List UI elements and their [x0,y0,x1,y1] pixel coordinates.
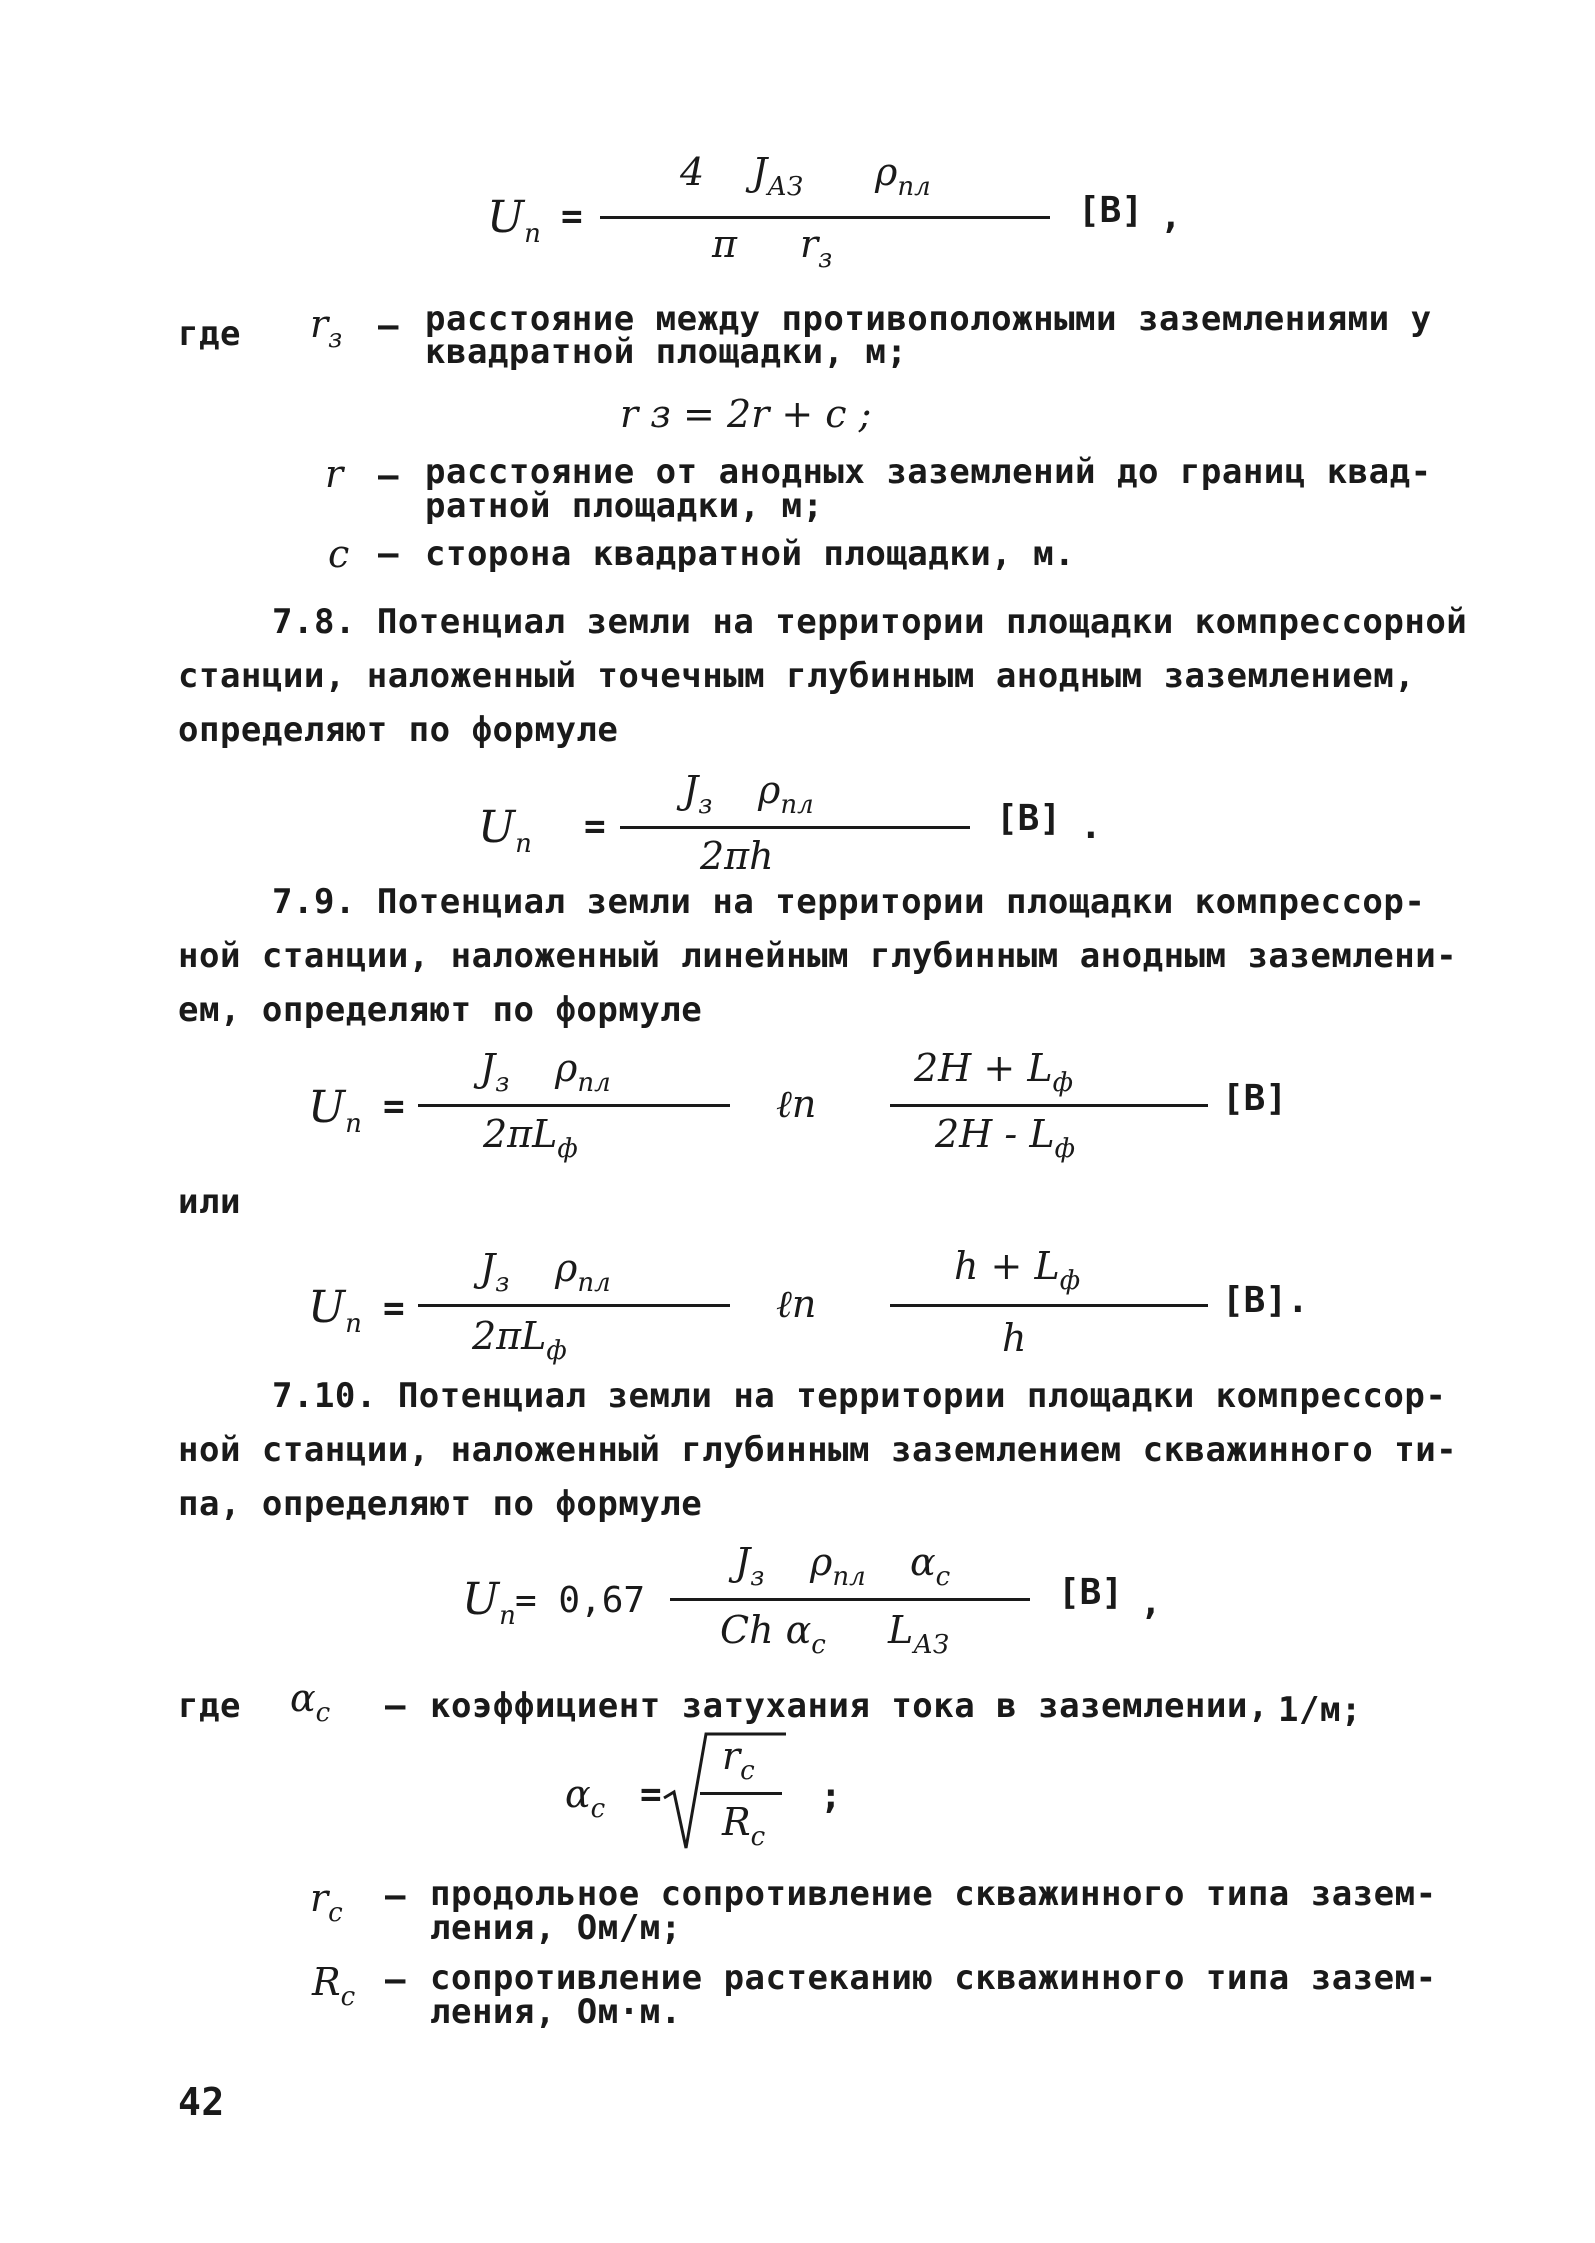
paragraph-7-8-line-1: 7.8. Потенциал земли на территории площадки компрессорной [272,602,1468,642]
definition-Rc-dash: – [385,1960,406,2000]
formula-5-num: $J_з$ [735,1540,765,1592]
formula-3-fraction-bar-right [890,1104,1208,1107]
paragraph-7-10-line-3: па, определяют по формуле [178,1484,703,1524]
formula-1-lhs: $U_п$ [487,192,541,249]
formula-2-fraction-bar [620,826,970,829]
formula-2-num: $J_з$ [683,768,713,820]
formula-5-num-2: $\rho_{пл}$ [810,1540,866,1592]
formula-2-num-2: $\rho_{пл}$ [758,768,814,820]
definition-rz-dash: – [378,306,399,346]
formula-alpha-tail: ; [820,1776,842,1817]
formula-4-unit: [В]. [1222,1280,1309,1321]
definition-alpha-text: коэффициент затухания тока в заземлении, [430,1686,1269,1726]
formula-4-den-right: h [1002,1316,1027,1360]
formula-2-den: 2πh [700,834,774,878]
formula-3-num: $J_з$ [480,1046,510,1098]
paragraph-7-9-line-2: ной станции, наложенный линейным глубинным анодным заземлени- [178,936,1458,976]
definition-rc-dash: – [385,1876,406,1916]
formula-2-lhs: $U_п$ [478,802,532,859]
definition-c-symbol: c [328,532,350,576]
formula-4-num: $J_з$ [480,1246,510,1298]
paragraph-7-9-line-1: 7.9. Потенциал земли на территории площадки компрессор- [272,882,1426,922]
or-word: или [178,1182,241,1222]
formula-2-equals: = [584,806,606,847]
definition-c-dash: – [378,534,399,574]
paragraph-7-8-line-3: определяют по формуле [178,710,619,750]
formula-3-unit: [В] [1222,1078,1288,1119]
where-label-2: где [178,1686,241,1726]
formula-1-equals: = [561,196,583,237]
formula-5-den-2: $L_{АЗ}$ [888,1608,950,1660]
definition-r-line-2: ратной площадки, м; [425,486,824,526]
formula-alpha-equals: = [640,1774,662,1815]
definition-rz-line-2: квадратной площадки, м; [425,332,908,372]
formula-5-tail: , [1140,1582,1162,1623]
formula-2-tail: . [1080,806,1102,847]
definition-r-line-1: расстояние от анодных заземлений до границ квад- [425,452,1432,492]
definition-r-dash: – [378,456,399,496]
definition-rc-line-1: продольное сопротивление скважинного типа зазем- [430,1874,1437,1914]
paragraph-7-10-line-2: ной станции, наложенный глубинным заземлением скважинного ти- [178,1430,1458,1470]
formula-4-num-2: $\rho_{пл}$ [555,1246,611,1298]
formula-3-equals: = [383,1086,405,1127]
formula-5-unit: [В] [1058,1572,1124,1613]
definition-c-line-1: сторона квадратной площадки, м. [425,534,1076,574]
definition-alpha-symbol: $\alpha_с$ [290,1676,331,1728]
formula-1-num-c: $\rho_{пл}$ [875,150,931,202]
formula-4-equals: = [383,1288,405,1329]
definition-alpha-unit: 1/м; [1278,1690,1362,1730]
definition-Rc-line-2: ления, Ом·м. [430,1992,682,2032]
formula-3-den: $2\pi L_ф$ [483,1112,578,1164]
formula-3-num-right: $2H + L_ф$ [914,1046,1073,1098]
formula-3-lhs: $U_п$ [308,1082,362,1139]
formula-5-num-3: $\alpha_с$ [910,1540,951,1592]
formula-4-fraction-bar-right [890,1304,1208,1307]
formula-1-tail: , [1160,196,1182,237]
definition-alpha-dash: – [385,1686,406,1726]
formula-2-unit: [В] [996,798,1062,839]
definition-rz-symbol: $r_з$ [310,302,343,354]
formula-4-num-right: $h + L_ф$ [954,1244,1081,1296]
formula-1-unit: [В] [1078,190,1144,231]
definition-Rc-symbol: $R_с$ [312,1960,356,2012]
formula-1-den-a: π [712,222,737,266]
where-label-1: где [178,314,241,354]
formula-alpha-lhs: $\alpha_с$ [565,1772,606,1824]
formula-3-num-2: $\rho_{пл}$ [555,1046,611,1098]
definition-r-symbol: r [325,452,344,496]
page-number: 42 [178,2080,225,2124]
definition-Rc-line-1: сопротивление растеканию скважинного типа зазем- [430,1958,1437,1998]
formula-4-ln: ℓn [776,1282,817,1326]
definition-rc-line-2: ления, Ом/м; [430,1908,682,1948]
formula-4-fraction-bar-left [418,1304,730,1307]
formula-5-lhs: $U_п$ [462,1574,516,1631]
formula-1-num-b: $J_{АЗ}$ [752,150,804,202]
formula-1-den-b: $r_з$ [800,222,833,274]
paragraph-7-9-line-3: ем, определяют по формуле [178,990,703,1030]
formula-alpha-fraction-bar [700,1792,782,1795]
paragraph-7-10-line-1: 7.10. Потенциал земли на территории площадки компрессор- [272,1376,1447,1416]
formula-5-den: Ch $\alpha_с$ [720,1608,826,1660]
formula-4-lhs: $U_п$ [308,1282,362,1339]
formula-3-fraction-bar-left [418,1104,730,1107]
formula-3-den-right: $2H - L_ф$ [935,1112,1075,1164]
paragraph-7-8-line-2: станции, наложенный точечным глубинным анодным заземлением, [178,656,1416,696]
formula-5-coefficient: = 0,67 [515,1580,646,1621]
formula-5-fraction-bar [670,1598,1030,1601]
formula-rz: r з = 2r + c ; [620,392,872,436]
formula-alpha-num: $r_с$ [722,1734,755,1786]
formula-1-fraction-bar [600,216,1050,219]
formula-alpha-den: $R_с$ [722,1800,766,1852]
definition-rc-symbol: $r_с$ [310,1876,343,1928]
formula-3-ln: ℓn [776,1082,817,1126]
formula-1-num-a: 4 [680,150,705,194]
definition-rz-line-1: расстояние между противоположными заземлениями у [425,299,1432,339]
formula-4-den: $2\pi L_ф$ [472,1314,567,1366]
